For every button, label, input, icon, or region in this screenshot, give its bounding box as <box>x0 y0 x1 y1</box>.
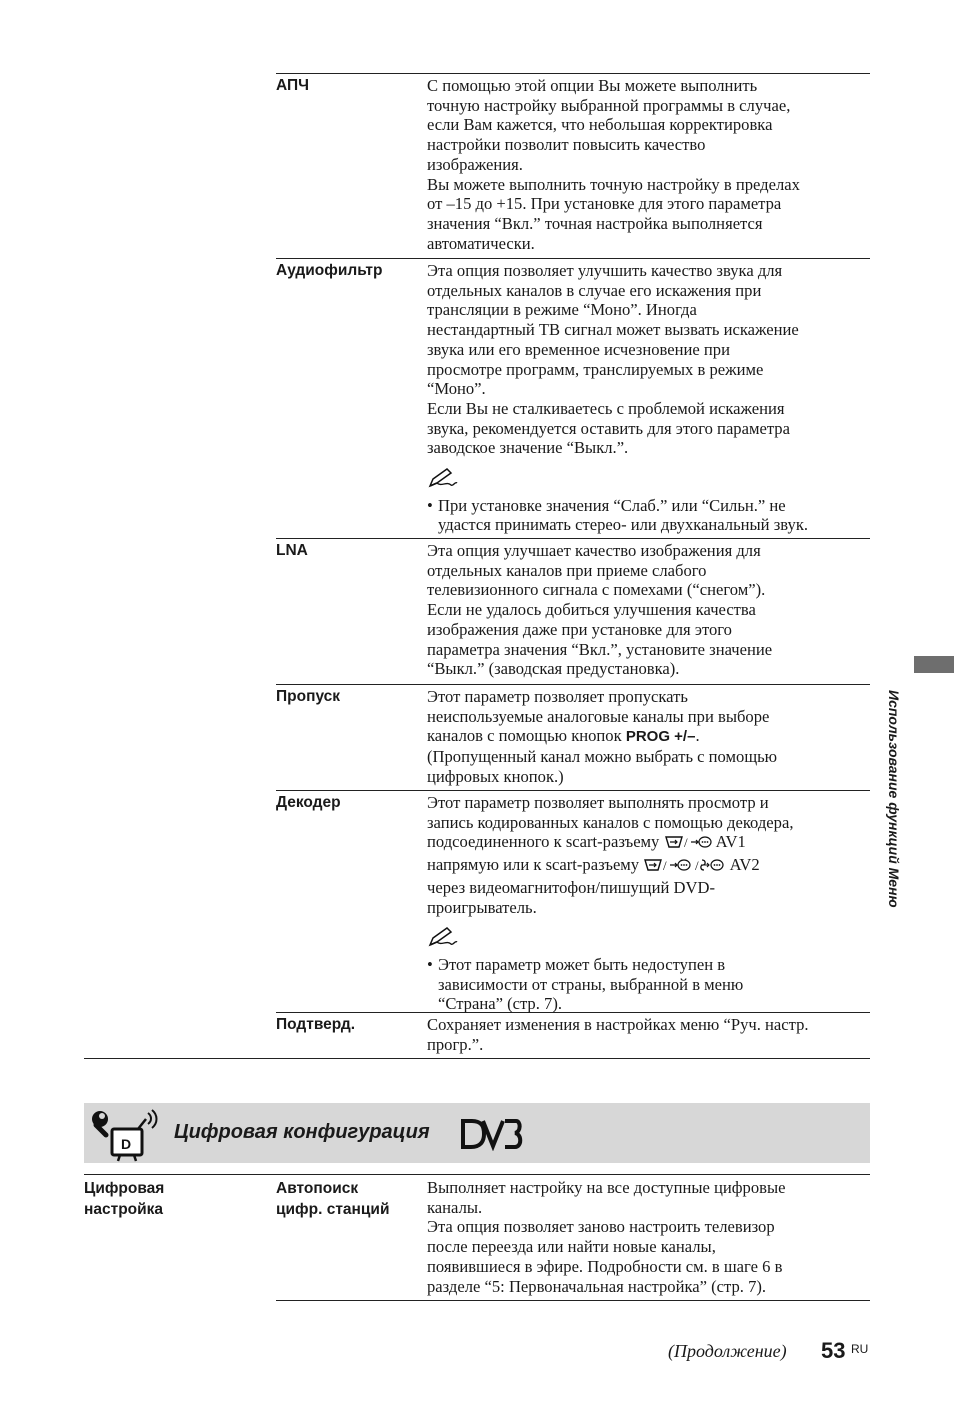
table-rule <box>276 73 870 74</box>
paragraph: Эта опция позволяет улучшить качество звука для отдельных каналов в случае его искажения при трансляции в режиме “Моно”. Иногда нестандартный ТВ сигнал может вызвать искажение звука или его временное исчезновение при просмотре программ, транслируемых в режиме “Моно”. <box>427 261 799 399</box>
paragraph: Если Вы не сталкиваетесь с проблемой искажения звука, рекомендуется оставить для этого параметра заводское значение “Выкл.”. <box>427 398 790 458</box>
row-term-skip: Пропуск <box>276 688 341 705</box>
table-rule <box>276 258 870 259</box>
note-bullet: • При установке значения “Слаб.” или “Сильн.” не удастся принимать стерео- или двухканальный звук. <box>427 495 809 535</box>
note-bullet: • Этот параметр может быть недоступен в зависимости от страны, выбранной в меню “Страна” (стр. 7). <box>427 954 744 1014</box>
row-term-lna: LNA <box>276 542 308 559</box>
row-term-decoder: Декодер <box>276 794 341 811</box>
table-rule <box>276 538 870 539</box>
paragraph: Эта опция улучшает качество изображения для отдельных каналов при приеме слабого телевизионного сигнала с помехами (“снегом”). Если не удалось добиться улучшения качества изображения даже при установке для этого параметра значения “Вкл.”, установите значение “Выкл.” (заводская предустановка). <box>427 541 773 679</box>
row-term-confirm: Подтверд. <box>276 1016 356 1033</box>
paragraph: Выполняет настройку на все доступные цифровые каналы. <box>427 1178 786 1217</box>
note-pencil-icon <box>427 926 872 953</box>
row-desc-auto-tuning <box>427 1178 872 1296</box>
side-tab-marker <box>914 656 954 673</box>
note-pencil-icon <box>427 467 872 494</box>
row-term-afc: АПЧ <box>276 77 310 94</box>
svg-text:D: D <box>121 1136 132 1152</box>
row-desc-afc <box>427 76 872 253</box>
table-rule <box>84 1174 870 1175</box>
row-desc-skip: Этот параметр позволяет пропускать неиспользуемые аналоговые каналы при выборе каналов с помощью кнопок PROG +/–. (Пропущенный канал можно выбрать с помощью цифровых кнопок.) <box>427 687 778 786</box>
tv-antenna-wrench-icon <box>90 1107 162 1168</box>
continued-label: (Продолжение) <box>668 1341 787 1361</box>
group-label-digital-tuning: Цифровая настройка <box>84 1180 165 1218</box>
paragraph: С помощью этой опции Вы можете выполнить точную настройку выбранной программы в случае, если Вам кажется, что небольшая корректировка настройки позволит повысить качество изображения. <box>427 76 791 174</box>
output-connector-icon <box>695 857 725 878</box>
paragraph: Сохраняет изменения в настройках меню “Руч. настр. прогр.”. <box>427 1015 809 1054</box>
svg-text:/: / <box>663 858 667 874</box>
section-title: Цифровая конфигурация <box>174 1121 430 1143</box>
prog-button-label: PROG +/– <box>625 728 696 746</box>
side-tab-label: Использование функций Меню <box>886 690 902 908</box>
page-number: 53 <box>821 1338 846 1363</box>
svg-text:/: / <box>683 835 688 851</box>
paragraph: Эта опция позволяет заново настроить телевизор после переезда или найти новые каналы, появившиеся в эфире. Подробности см. в шаге 6 в разделе “5: Первоначальная настройка” (стр. 7). <box>427 1217 783 1296</box>
row-desc-decoder: Этот параметр позволяет выполнять просмотр и запись кодированных каналов с помощью декодера, подсоединенного к scart-разъему / AV1 напрямую или к scart-разъему / / AV2 через видеомагнитофон/пишущий DVD- проигрыватель. • Этот параметр может быть недоступен в зависимости от страны, выбранной в меню “Страна” (стр. 7). <box>427 793 872 1014</box>
dvb-logo <box>460 1117 524 1156</box>
language-code: RU <box>851 1342 869 1356</box>
row-term-audio-filter: Аудиофильтр <box>276 262 383 279</box>
row-term-auto-tuning: Автопоиск цифр. станций <box>276 1180 390 1218</box>
table-rule <box>276 684 870 685</box>
row-desc-confirm <box>427 1015 872 1054</box>
scart-connector-icon <box>643 857 691 878</box>
table-rule <box>276 1300 870 1301</box>
table-rule-bottom <box>84 1058 870 1059</box>
scart-connector-icon <box>664 834 712 855</box>
row-desc-audio-filter <box>427 261 872 535</box>
table-rule <box>276 790 870 791</box>
svg-text:/: / <box>695 858 700 874</box>
paragraph: Вы можете выполнить точную настройку в пределах от –15 до +15. При установке для этого параметра значения “Вкл.” точная настройка выполняется автоматически. <box>427 174 800 253</box>
row-desc-lna <box>427 541 872 679</box>
